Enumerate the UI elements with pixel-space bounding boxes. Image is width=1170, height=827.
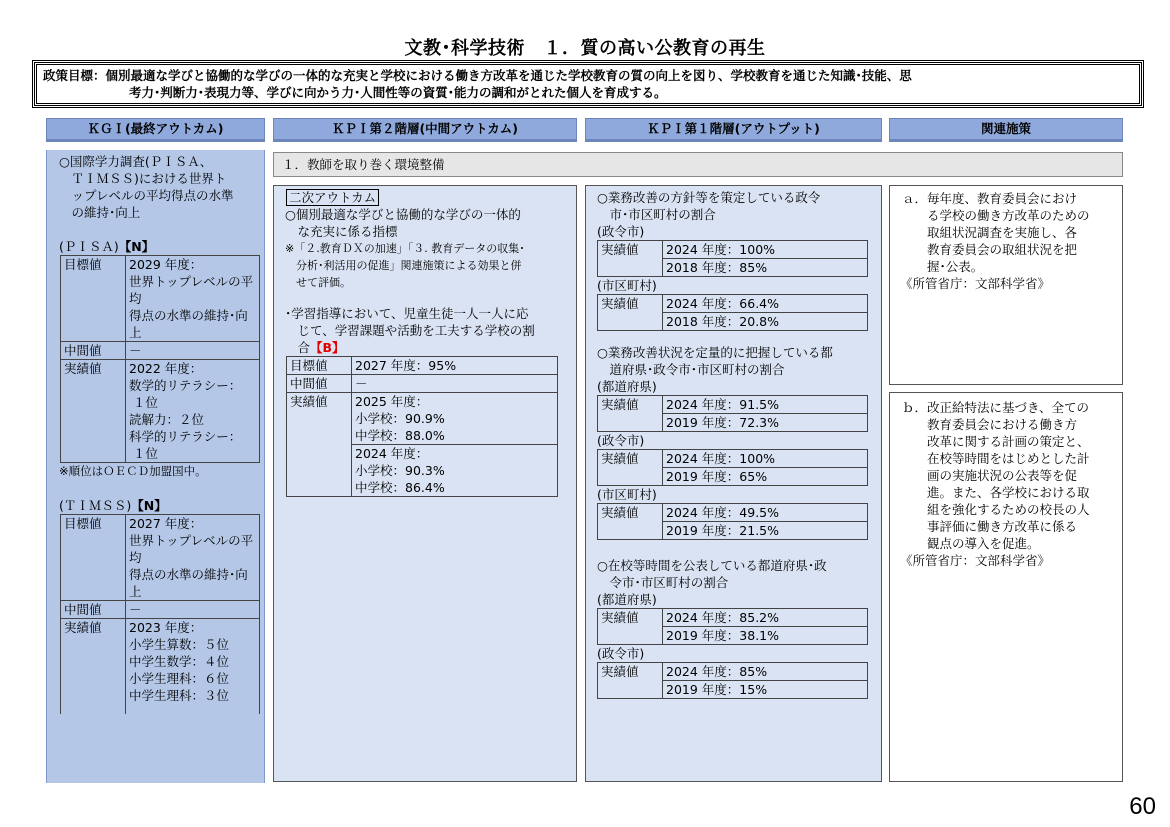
- text-line: 教育委員会の取組状況を把: [902, 242, 1078, 257]
- table-row: [287, 357, 558, 375]
- page-title: 文教･科学技術 １．質の高い公教育の再生: [404, 38, 766, 59]
- text-line: 合: [285, 340, 311, 355]
- timss-target-label: 目標値: [61, 515, 126, 601]
- kpi1-title-line: ○在校等時間を公表している都道府県･政: [597, 558, 827, 573]
- value-cell: 2019 年度：38.1%: [663, 627, 868, 645]
- kgi-intro: [47, 150, 264, 221]
- actual-label: 実績値: [598, 295, 663, 331]
- text-line: 握･公表。: [902, 259, 984, 274]
- text-line: ａ．毎年度、教育委員会におけ: [902, 191, 1078, 206]
- text-line: る学校の働き方改革のための: [902, 208, 1090, 223]
- text-line: 教育委員会における働き方: [902, 417, 1078, 432]
- kpi2-item1: [274, 206, 576, 240]
- related-measure-b: [889, 392, 1123, 782]
- pisa-mid-label: 中間値: [61, 342, 126, 360]
- kgi-intro-line: ップレベルの平均得点の水準: [59, 188, 234, 203]
- kpi1-box: [585, 185, 882, 782]
- cell-line: 世界トップレベルの平均: [129, 274, 254, 306]
- kpi1-block-1: [586, 186, 881, 331]
- kpi2-mid-value: －: [352, 375, 558, 393]
- cell-line: 上: [129, 325, 142, 340]
- value-cell: 2024 年度：100%: [663, 450, 868, 468]
- kgi-column: [46, 150, 265, 783]
- cell-line: 2022 年度：: [129, 361, 203, 376]
- cell-line: 小学生算数：５位: [129, 637, 230, 652]
- kpi1-table: [597, 395, 868, 432]
- kpi2-mid-label: 中間値: [287, 375, 352, 393]
- text-line: ○個別最適な学びと協働的な学びの一体的: [285, 207, 521, 222]
- kpi2-item2: [274, 291, 576, 356]
- value-cell: 2024 年度：91.5%: [663, 396, 868, 414]
- pisa-note: ※順位はＯＥＣＤ加盟国中。: [59, 464, 207, 478]
- text-line: 改革に関する計画の策定と、: [902, 434, 1090, 449]
- kpi1-title-line: 道府県･政令市･市区町村の割合: [597, 362, 785, 377]
- timss-tag: 【N】: [131, 498, 167, 513]
- value-cell: 2018 年度：85%: [663, 259, 868, 277]
- group-name: (市区町村): [597, 278, 657, 293]
- timss-mid-value: －: [126, 601, 260, 619]
- value-cell: 2024 年度：100%: [663, 241, 868, 259]
- header-related: 関連施策: [889, 118, 1123, 142]
- cell-line: 中学生数学：４位: [129, 654, 230, 669]
- timss-heading: [59, 497, 264, 514]
- group-name: (市区町村): [597, 487, 657, 502]
- text-line: ･学習指導において、児童生徒一人一人に応: [285, 306, 529, 321]
- kgi-intro-line: ○国際学力調査(ＰＩＳＡ、: [59, 154, 213, 169]
- kpi1-title-line: 市･市区町村の割合: [597, 207, 716, 222]
- text-line: 進。また、各学校における取: [902, 485, 1090, 500]
- ministry-line: 《所管省庁：文部科学省》: [900, 553, 1051, 568]
- text-line: 取組状況調査を実施し、各: [902, 225, 1078, 240]
- cell-line: 科学的リテラシー：: [129, 429, 242, 444]
- policy-goal: [34, 62, 1142, 106]
- pisa-actual-value: [126, 360, 260, 463]
- pisa-tag: 【N】: [118, 239, 155, 254]
- cell-line: 2029 年度：: [129, 257, 203, 272]
- cell-line: 2024 年度：: [355, 446, 429, 461]
- kpi1-title-line: 令市･市区町村の割合: [597, 575, 729, 590]
- value-cell: 2024 年度：49.5%: [663, 504, 868, 522]
- group-name: (政令市): [597, 433, 645, 448]
- kpi2-note: [274, 240, 576, 291]
- page-number: 60: [1129, 793, 1156, 820]
- value-cell: 2024 年度：66.4%: [663, 295, 868, 313]
- timss-actual-value: [126, 619, 260, 715]
- actual-label: 実績値: [598, 241, 663, 277]
- table-row: [598, 663, 868, 681]
- text-line: 分析･利活用の促進」関連施策による効果と併: [285, 259, 522, 272]
- cell-line: 中学校：86.4%: [355, 480, 445, 495]
- table-row: [287, 375, 558, 393]
- table-row: [598, 504, 868, 522]
- cell-line: 2023 年度：: [129, 620, 203, 635]
- group-name: (都道府県): [597, 592, 657, 607]
- timss-target-value: [126, 515, 260, 601]
- value-cell: 2019 年度：65%: [663, 468, 868, 486]
- cell-line: １位: [133, 395, 159, 410]
- pisa-table: [60, 255, 260, 463]
- timss-table: [60, 514, 260, 714]
- cell-line: 中学校：88.0%: [355, 428, 445, 443]
- kpi1-block-2: [586, 331, 881, 540]
- timss-actual-label: 実績値: [61, 619, 126, 715]
- cell-line: 2027 年度：: [129, 516, 203, 531]
- table-row: [287, 393, 558, 445]
- cell-line: 上: [129, 584, 142, 599]
- header-kpi2: ＫＰＩ第２階層(中間アウトカム): [273, 118, 577, 142]
- policy-goal-line1: 政策目標：個別最適な学びと協働的な学びの一体的な充実と学校における働き方改革を通じた学校教育の質の向上を図り、学校教育を通じた知識･技能、思: [43, 68, 912, 83]
- value-cell: 2019 年度：21.5%: [663, 522, 868, 540]
- table-row: [61, 342, 260, 360]
- value-cell: 2018 年度：20.8%: [663, 313, 868, 331]
- actual-label: 実績値: [598, 396, 663, 432]
- rank-tag-b: 【B】: [310, 340, 345, 355]
- text-line: 組を強化するための校長の人: [902, 502, 1090, 517]
- secondary-outcome-label: 二次アウトカム: [286, 189, 379, 206]
- kpi1-table: [597, 294, 868, 331]
- timss-title: (ＴＩＭＳＳ): [59, 498, 132, 513]
- kpi1-block-3: [586, 540, 881, 699]
- table-row: [61, 256, 260, 342]
- table-row: [598, 241, 868, 259]
- kpi1-title-line: ○業務改善の方針等を策定している政令: [597, 190, 821, 205]
- actual-label: 実績値: [598, 663, 663, 699]
- kpi2-actual-b: [352, 445, 558, 497]
- text-line: ※「２.教育ＤＸの加速」「３. 教育データの収集･: [285, 242, 525, 255]
- pisa-heading: [59, 238, 264, 255]
- header-kgi: ＫＧＩ(最終アウトカム): [46, 118, 265, 142]
- kpi1-table: [597, 240, 868, 277]
- ministry-line: 《所管省庁：文部科学省》: [900, 276, 1051, 291]
- actual-label: 実績値: [598, 504, 663, 540]
- value-cell: 2019 年度：15%: [663, 681, 868, 699]
- cell-line: 小学校：90.9%: [355, 411, 445, 426]
- text-line: な充実に係る指標: [285, 224, 398, 239]
- text-line: じて、学習課題や活動を工夫する学校の割: [285, 323, 535, 338]
- actual-label: 実績値: [598, 450, 663, 486]
- text-line: 画の実施状況の公表等を促: [902, 468, 1078, 483]
- value-cell: 2024 年度：85.2%: [663, 609, 868, 627]
- table-row: [598, 450, 868, 468]
- table-row: [61, 601, 260, 619]
- cell-line: 2025 年度：: [355, 394, 429, 409]
- text-line: ｂ．改正給特法に基づき、全ての: [902, 400, 1090, 415]
- cell-line: 世界トップレベルの平均: [129, 533, 254, 565]
- kpi2-target-value: 2027 年度：95%: [352, 357, 558, 375]
- kpi2-actual-label: 実績値: [287, 393, 352, 497]
- text-line: 事評価に働き方改革に係る: [902, 519, 1078, 534]
- table-row: [61, 360, 260, 463]
- table-row: [598, 295, 868, 313]
- group-name: (政令市): [597, 646, 645, 661]
- value-cell: 2024 年度：85%: [663, 663, 868, 681]
- cell-line: 数学的リテラシー：: [129, 378, 242, 393]
- policy-goal-line2: 考力･判断力･表現力等、学びに向かう力･人間性等の資質･能力の調和がとれた個人を育成する。: [129, 85, 667, 100]
- kgi-intro-line: の維持･向上: [59, 205, 141, 220]
- table-row: [61, 515, 260, 601]
- cell-line: 小学校：90.3%: [355, 463, 445, 478]
- pisa-target-label: 目標値: [61, 256, 126, 342]
- kpi2-actual-a: [352, 393, 558, 445]
- cell-line: 小学生理科：６位: [129, 671, 230, 686]
- kpi1-table: [597, 449, 868, 486]
- kgi-intro-line: ＴＩＭＳＳ)における世界ト: [59, 171, 227, 186]
- cell-line: 読解力：２位: [129, 412, 205, 427]
- text-line: 観点の導入を促進。: [902, 536, 1040, 551]
- timss-mid-label: 中間値: [61, 601, 126, 619]
- kpi1-table: [597, 503, 868, 540]
- kpi1-title-line: ○業務改善状況を定量的に把握している都: [597, 345, 833, 360]
- kpi2-box: [273, 185, 577, 782]
- actual-label: 実績値: [598, 609, 663, 645]
- text-line: 在校等時間をはじめとした計: [902, 451, 1090, 466]
- kpi1-table: [597, 608, 868, 645]
- cell-line: 得点の水準の維持･向: [129, 308, 248, 323]
- section-bar: １．教師を取り巻く環境整備: [273, 152, 1123, 177]
- group-name: (政令市): [597, 224, 645, 239]
- table-row: [598, 396, 868, 414]
- cell-line: 得点の水準の維持･向: [129, 567, 248, 582]
- header-kpi1: ＫＰＩ第１階層(アウトプット): [585, 118, 882, 142]
- pisa-mid-value: －: [126, 342, 260, 360]
- table-row: [598, 609, 868, 627]
- kpi1-table: [597, 662, 868, 699]
- kpi2-target-label: 目標値: [287, 357, 352, 375]
- cell-line: １位: [133, 446, 159, 461]
- related-measure-a: [889, 185, 1123, 385]
- text-line: せて評価。: [285, 276, 351, 289]
- cell-line: 中学生理科：３位: [129, 688, 230, 703]
- pisa-target-value: [126, 256, 260, 342]
- pisa-actual-label: 実績値: [61, 360, 126, 463]
- pisa-title: (ＰＩＳＡ): [59, 239, 119, 254]
- kpi2-table: [286, 356, 558, 497]
- value-cell: 2019 年度：72.3%: [663, 414, 868, 432]
- table-row: [61, 619, 260, 715]
- group-name: (都道府県): [597, 379, 657, 394]
